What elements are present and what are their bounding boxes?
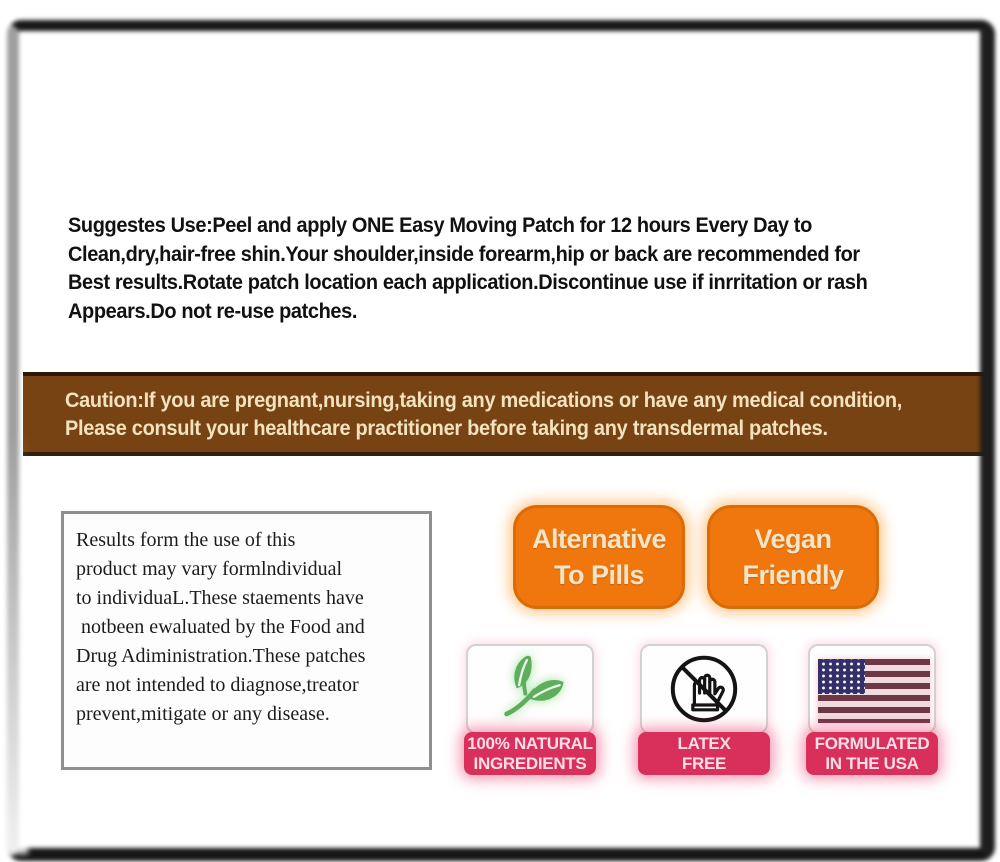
latex-free-ribbon: [638, 732, 770, 775]
no-latex-glove-icon: [664, 649, 744, 729]
suggested-use-line: Best results.Rotate patch location each application.Discontinue use if inrritation or rash: [68, 271, 868, 294]
disclaimer-line: prevent,mitigate or any disease.: [76, 703, 330, 725]
caution-banner: [23, 372, 988, 456]
disclaimer-line: notbeen ewaluated by the Food and: [76, 616, 365, 638]
usa-formulated-ribbon: [806, 732, 938, 775]
caution-line: Caution:If you are pregnant,nursing,taking any medications or have any medical condition,: [65, 389, 903, 412]
caution-text: [65, 387, 932, 443]
alternative-to-pills-badge: [513, 505, 685, 609]
flag-canton-stars: [818, 659, 865, 694]
disclaimer-line: product may vary formlndividual: [76, 558, 343, 580]
disclaimer-line: Results form the use of this: [76, 529, 296, 551]
usa-flag-icon: [818, 659, 930, 723]
ribbon-line: 100% NATURAL: [467, 733, 593, 753]
ribbon-line: LATEX: [677, 733, 731, 753]
ribbon-line: FREE: [681, 753, 727, 773]
ribbon-line: FORMULATED: [814, 733, 930, 753]
usa-formulated-card: [808, 644, 936, 734]
leaf-icon: [488, 650, 572, 728]
frame-left-fade: [2, 430, 28, 854]
suggested-use-line: Appears.Do not re-use patches.: [68, 299, 358, 323]
badge-line: To Pills: [553, 560, 644, 590]
disclaimer-line: Drug Adiministration.These patches: [76, 645, 366, 667]
vegan-friendly-badge: [707, 505, 879, 609]
ribbon-line: IN THE USA: [825, 753, 919, 773]
suggested-use-line: Clean,dry,hair-free shin.Your shoulder,inside forearm,hip or back are recommended for: [68, 242, 860, 266]
fda-disclaimer-box: [61, 511, 432, 770]
ribbon-line: INGREDIENTS: [473, 753, 587, 773]
suggested-use-text: [68, 212, 923, 326]
latex-free-card: [640, 644, 768, 734]
disclaimer-line: are not intended to diagnose,treator: [76, 674, 359, 696]
suggested-use-line: Suggestes Use:Peel and apply ONE Easy Moving Patch for 12 hours Every Day to: [68, 214, 812, 237]
disclaimer-line: to individuaL.These staements have: [76, 587, 364, 609]
badge-line: Friendly: [742, 560, 844, 590]
natural-ingredients-ribbon: [464, 732, 596, 775]
badge-line: Vegan: [754, 524, 832, 554]
caution-line: Please consult your healthcare practitioner before taking any transdermal patches.: [65, 417, 828, 440]
natural-ingredients-card: [466, 644, 594, 734]
badge-line: Alternative: [531, 524, 667, 554]
